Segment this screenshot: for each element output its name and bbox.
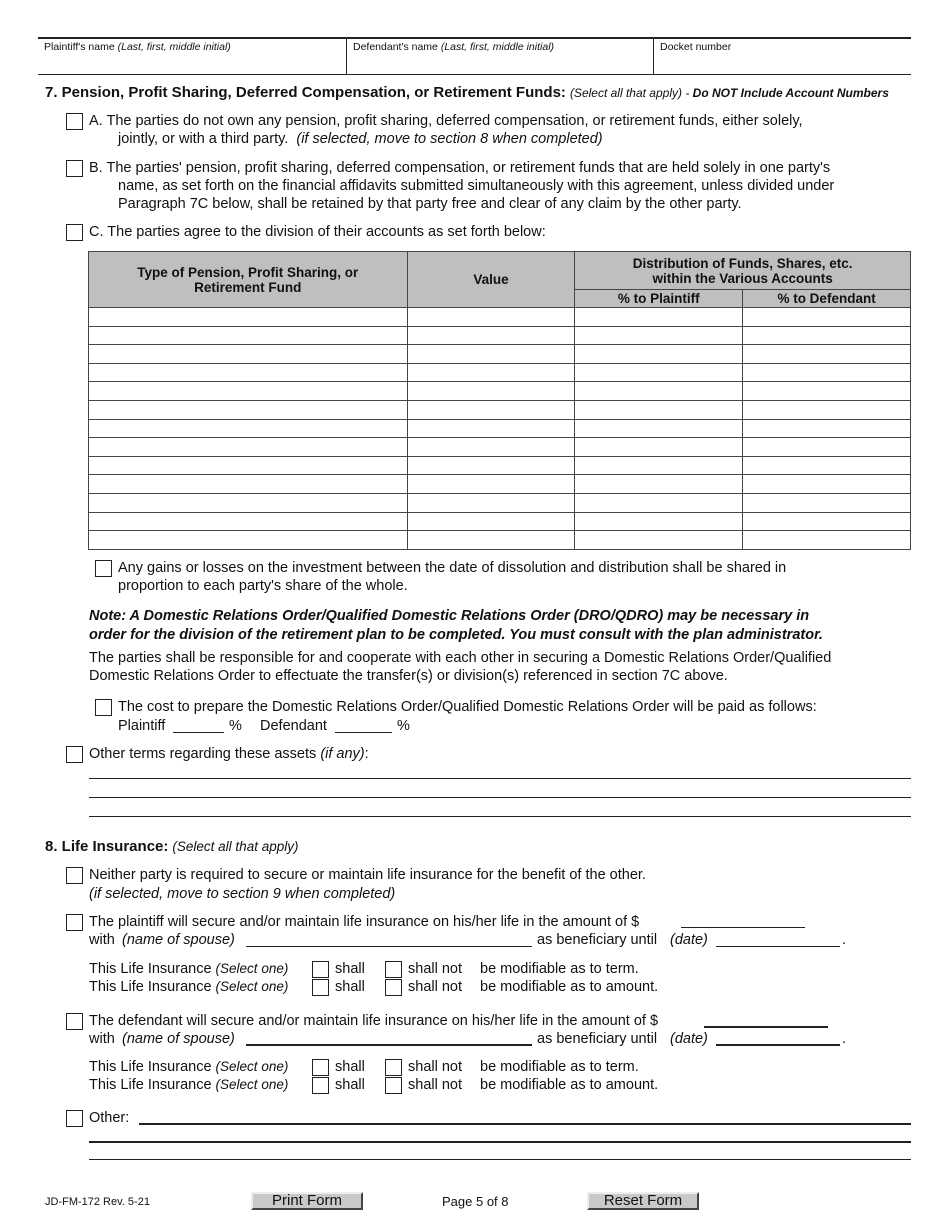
plaintiff-date-field[interactable]	[716, 946, 840, 947]
docket-number-field[interactable]	[653, 37, 911, 75]
section8-heading	[45, 838, 298, 856]
plaintiff-name-label: Plaintiff's name	[44, 41, 115, 53]
fund-type-cell[interactable]	[89, 326, 408, 345]
defendant-beneficiary-label: as beneficiary until	[537, 1031, 658, 1047]
plaintiff-beneficiary-label: as beneficiary until	[537, 932, 658, 948]
fund-type-cell[interactable]	[89, 438, 408, 457]
plaintiff-term-shall-not-label: shall not	[408, 961, 463, 977]
fund-value-cell[interactable]	[407, 345, 575, 364]
gains-losses-checkbox[interactable]	[95, 560, 112, 577]
defendant-term-shall-not-label: shall not	[408, 1059, 463, 1075]
option-7b-checkbox[interactable]	[66, 160, 83, 177]
defendant-amount-shall-checkbox[interactable]	[312, 1077, 329, 1094]
fund-value-cell[interactable]	[407, 493, 575, 512]
plaintiff-amount-shall-label: shall	[335, 979, 365, 995]
qdro-note-line2: order for the division of the retirement plan to be completed. You must consult with the plan administrator.	[89, 627, 823, 643]
defendant-insurance-amount-field[interactable]	[704, 1026, 828, 1028]
plaintiff-date-label: (date)	[670, 932, 708, 948]
option-7a-line1: A. The parties do not own any pension, profit sharing, deferred compensation, or retirement funds, either solely,	[89, 113, 803, 129]
plaintiff-pct-cell[interactable]	[575, 493, 743, 512]
plaintiff-pct-cell[interactable]	[575, 363, 743, 382]
plaintiff-amount-label: This Life Insurance (Select one)	[89, 979, 289, 995]
option-7c-label: C. The parties agree to the division of their accounts as set forth below:	[89, 224, 546, 240]
other-terms-line1[interactable]	[89, 778, 911, 779]
option-7b-line1: B. The parties' pension, profit sharing, deferred compensation, or retirement funds that are held solely in one party's	[89, 160, 831, 176]
plaintiff-term-shall-label: shall	[335, 961, 365, 977]
plaintiff-with-label: with	[89, 932, 115, 948]
defendant-insurance-line1: The defendant will secure and/or maintain life insurance on his/her life in the amount of $	[89, 1013, 659, 1029]
col-header-defendant-pct: % to Defendant	[743, 290, 911, 308]
defendant-term-label: This Life Insurance (Select one)	[89, 1059, 289, 1075]
plaintiff-pct-cell[interactable]	[575, 419, 743, 438]
table-row	[89, 419, 911, 438]
table-row	[89, 326, 911, 345]
plaintiff-pct-cell[interactable]	[575, 326, 743, 345]
option-7a-checkbox[interactable]	[66, 113, 83, 130]
table-row	[89, 512, 911, 531]
defendant-term-shall-not-checkbox[interactable]	[385, 1059, 402, 1076]
table-row	[89, 475, 911, 494]
plaintiff-term-label: This Life Insurance (Select one)	[89, 961, 289, 977]
defendant-name-field[interactable]	[346, 37, 653, 75]
defendant-pct-cell[interactable]	[743, 438, 911, 457]
section7-heading	[45, 84, 889, 102]
option-7b-line3: Paragraph 7C below, shall be retained by that party free and clear of any claim by the other party.	[118, 196, 742, 212]
fund-type-cell[interactable]	[89, 531, 408, 550]
fund-value-cell[interactable]	[407, 475, 575, 494]
defendant-pct-cell[interactable]	[743, 308, 911, 327]
table-row	[89, 531, 911, 550]
cost-plaintiff-pct-field[interactable]	[173, 732, 224, 733]
fund-type-cell[interactable]	[89, 363, 408, 382]
print-form-button[interactable]: Print Form	[251, 1192, 363, 1210]
other-insurance-line2[interactable]	[89, 1141, 911, 1143]
plaintiff-pct-cell[interactable]	[575, 382, 743, 401]
cost-plaintiff-pct-sign: %	[229, 718, 242, 734]
other-terms-checkbox[interactable]	[66, 746, 83, 763]
defendant-date-label: (date)	[670, 1031, 708, 1047]
table-row	[89, 345, 911, 364]
section8-title: 8. Life Insurance:	[45, 838, 169, 855]
table-row	[89, 308, 911, 327]
plaintiff-pct-cell[interactable]	[575, 438, 743, 457]
fund-value-cell[interactable]	[407, 400, 575, 419]
fund-value-cell[interactable]	[407, 419, 575, 438]
defendant-spouse-name-field[interactable]	[246, 1044, 532, 1046]
other-terms-label: Other terms regarding these assets (if any):	[89, 746, 369, 762]
plaintiff-amount-shall-checkbox[interactable]	[312, 979, 329, 996]
cost-defendant-pct-field[interactable]	[335, 732, 392, 733]
option-7c-checkbox[interactable]	[66, 224, 83, 241]
defendant-name-hint: (Last, first, middle initial)	[440, 41, 555, 53]
fund-value-cell[interactable]	[407, 326, 575, 345]
defendant-pct-cell[interactable]	[743, 512, 911, 531]
fund-type-cell[interactable]	[89, 382, 408, 401]
table-row	[89, 456, 911, 475]
plaintiff-amount-text: be modifiable as to amount.	[480, 979, 659, 995]
defendant-term-shall-checkbox[interactable]	[312, 1059, 329, 1076]
defendant-amount-label: This Life Insurance (Select one)	[89, 1077, 289, 1093]
page-number: Page 5 of 8	[442, 1194, 509, 1209]
plaintiff-amount-shall-not-checkbox[interactable]	[385, 979, 402, 996]
dro-cost-line1: The cost to prepare the Domestic Relations Order/Qualified Domestic Relations Order will be paid as follows:	[118, 699, 817, 715]
defendant-amount-shall-not-label: shall not	[408, 1077, 463, 1093]
fund-type-cell[interactable]	[89, 456, 408, 475]
col-header-type: Type of Pension, Profit Sharing, or Retirement Fund	[89, 252, 408, 308]
defendant-term-text: be modifiable as to term.	[480, 1059, 639, 1075]
fund-type-cell[interactable]	[89, 308, 408, 327]
defendant-pct-cell[interactable]	[743, 531, 911, 550]
fund-value-cell[interactable]	[407, 382, 575, 401]
defendant-pct-cell[interactable]	[743, 382, 911, 401]
cost-plaintiff-label: Plaintiff	[118, 718, 166, 734]
fund-type-cell[interactable]	[89, 512, 408, 531]
table-row	[89, 493, 911, 512]
defendant-amount-shall-not-checkbox[interactable]	[385, 1077, 402, 1094]
option-7a-hint: (if selected, move to section 8 when completed)	[296, 131, 603, 147]
reset-form-button[interactable]: Reset Form	[587, 1192, 699, 1210]
dro-cost-checkbox[interactable]	[95, 699, 112, 716]
defendant-with-label: with	[89, 1031, 115, 1047]
plaintiff-term-shall-not-checkbox[interactable]	[385, 961, 402, 978]
defendant-period: .	[842, 1031, 847, 1047]
plaintiff-insurance-checkbox[interactable]	[66, 914, 83, 931]
plaintiff-term-text: be modifiable as to term.	[480, 961, 639, 977]
defendant-pct-cell[interactable]	[743, 456, 911, 475]
fund-value-cell[interactable]	[407, 512, 575, 531]
plaintiff-pct-cell[interactable]	[575, 308, 743, 327]
col-header-value: Value	[407, 252, 575, 308]
other-insurance-checkbox[interactable]	[66, 1110, 83, 1127]
plaintiff-period: .	[842, 932, 847, 948]
defendant-pct-cell[interactable]	[743, 345, 911, 364]
defendant-spouse-label: (name of spouse)	[122, 1031, 235, 1047]
plaintiff-pct-cell[interactable]	[575, 512, 743, 531]
fund-value-cell[interactable]	[407, 308, 575, 327]
retirement-funds-table	[88, 251, 911, 550]
fund-value-cell[interactable]	[407, 363, 575, 382]
form-id: JD-FM-172 Rev. 5-21	[45, 1196, 150, 1208]
defendant-date-field[interactable]	[716, 1044, 840, 1046]
table-row	[89, 438, 911, 457]
plaintiff-pct-cell[interactable]	[575, 475, 743, 494]
fund-value-cell[interactable]	[407, 438, 575, 457]
plaintiff-insurance-line1: The plaintiff will secure and/or maintain life insurance on his/her life in the amount of $	[89, 914, 640, 930]
defendant-amount-text: be modifiable as to amount.	[480, 1077, 659, 1093]
gains-losses-line2: proportion to each party's share of the whole.	[118, 578, 408, 594]
plaintiff-pct-cell[interactable]	[575, 345, 743, 364]
col-header-distribution: Distribution of Funds, Shares, etc. within the Various Accounts	[575, 252, 911, 290]
fund-type-cell[interactable]	[89, 419, 408, 438]
plaintiff-spouse-label: (name of spouse)	[122, 932, 235, 948]
defendant-pct-cell[interactable]	[743, 326, 911, 345]
plaintiff-amount-shall-not-label: shall not	[408, 979, 463, 995]
fund-type-cell[interactable]	[89, 475, 408, 494]
option-7b-line2: name, as set forth on the financial affidavits submitted simultaneously with this agreement, unless divided under	[118, 178, 835, 194]
section7-select-hint: (Select all that apply) -	[569, 86, 693, 100]
table-row	[89, 363, 911, 382]
docket-number-label: Docket number	[660, 41, 732, 53]
other-terms-line3[interactable]	[89, 816, 911, 817]
plaintiff-pct-cell[interactable]	[575, 400, 743, 419]
cost-defendant-pct-sign: %	[397, 718, 410, 734]
table-row	[89, 400, 911, 419]
plaintiff-pct-cell[interactable]	[575, 456, 743, 475]
fund-type-cell[interactable]	[89, 345, 408, 364]
option-7a-line2: jointly, or with a third party. (if selected, move to section 8 when completed)	[118, 131, 603, 147]
fund-value-cell[interactable]	[407, 456, 575, 475]
defendant-name-label: Defendant's name	[353, 41, 438, 53]
defendant-insurance-checkbox[interactable]	[66, 1013, 83, 1030]
section7-no-account-note: Do NOT Include Account Numbers	[692, 86, 889, 100]
no-life-insurance-line2: (if selected, move to section 9 when completed)	[89, 886, 396, 902]
other-insurance-line1[interactable]	[139, 1123, 911, 1125]
plaintiff-name-field[interactable]	[38, 37, 346, 75]
fund-type-cell[interactable]	[89, 493, 408, 512]
col-header-plaintiff-pct: % to Plaintiff	[575, 290, 743, 308]
other-terms-line2[interactable]	[89, 797, 911, 798]
cost-defendant-label: Defendant	[260, 718, 327, 734]
fund-value-cell[interactable]	[407, 531, 575, 550]
section8-select-hint: (Select all that apply)	[172, 839, 299, 854]
defendant-pct-cell[interactable]	[743, 400, 911, 419]
plaintiff-insurance-amount-field[interactable]	[681, 927, 805, 928]
qdro-note-line1: Note: A Domestic Relations Order/Qualified Domestic Relations Order (DRO/QDRO) may be necessary in	[89, 608, 810, 624]
no-life-insurance-line1: Neither party is required to secure or maintain life insurance for the benefit of the other.	[89, 867, 646, 883]
defendant-pct-cell[interactable]	[743, 493, 911, 512]
gains-losses-line1: Any gains or losses on the investment between the date of dissolution and distribution shall be shared in	[118, 560, 787, 576]
responsibility-line1: The parties shall be responsible for and cooperate with each other in securing a Domestic Relations Order/Qualified	[89, 650, 832, 666]
other-insurance-label: Other:	[89, 1110, 130, 1126]
plaintiff-name-hint: (Last, first, middle initial)	[117, 41, 231, 53]
other-insurance-line3[interactable]	[89, 1159, 911, 1160]
plaintiff-spouse-name-field[interactable]	[246, 946, 532, 947]
defendant-amount-shall-label: shall	[335, 1077, 365, 1093]
fund-type-cell[interactable]	[89, 400, 408, 419]
responsibility-line2: Domestic Relations Order to effectuate the transfer(s) or division(s) referenced in section 7C above.	[89, 668, 728, 684]
defendant-term-shall-label: shall	[335, 1059, 365, 1075]
plaintiff-pct-cell[interactable]	[575, 531, 743, 550]
defendant-pct-cell[interactable]	[743, 419, 911, 438]
section7-title: 7. Pension, Profit Sharing, Deferred Compensation, or Retirement Funds:	[45, 84, 566, 101]
defendant-pct-cell[interactable]	[743, 475, 911, 494]
table-row	[89, 382, 911, 401]
plaintiff-term-shall-checkbox[interactable]	[312, 961, 329, 978]
no-life-insurance-checkbox[interactable]	[66, 867, 83, 884]
defendant-pct-cell[interactable]	[743, 363, 911, 382]
